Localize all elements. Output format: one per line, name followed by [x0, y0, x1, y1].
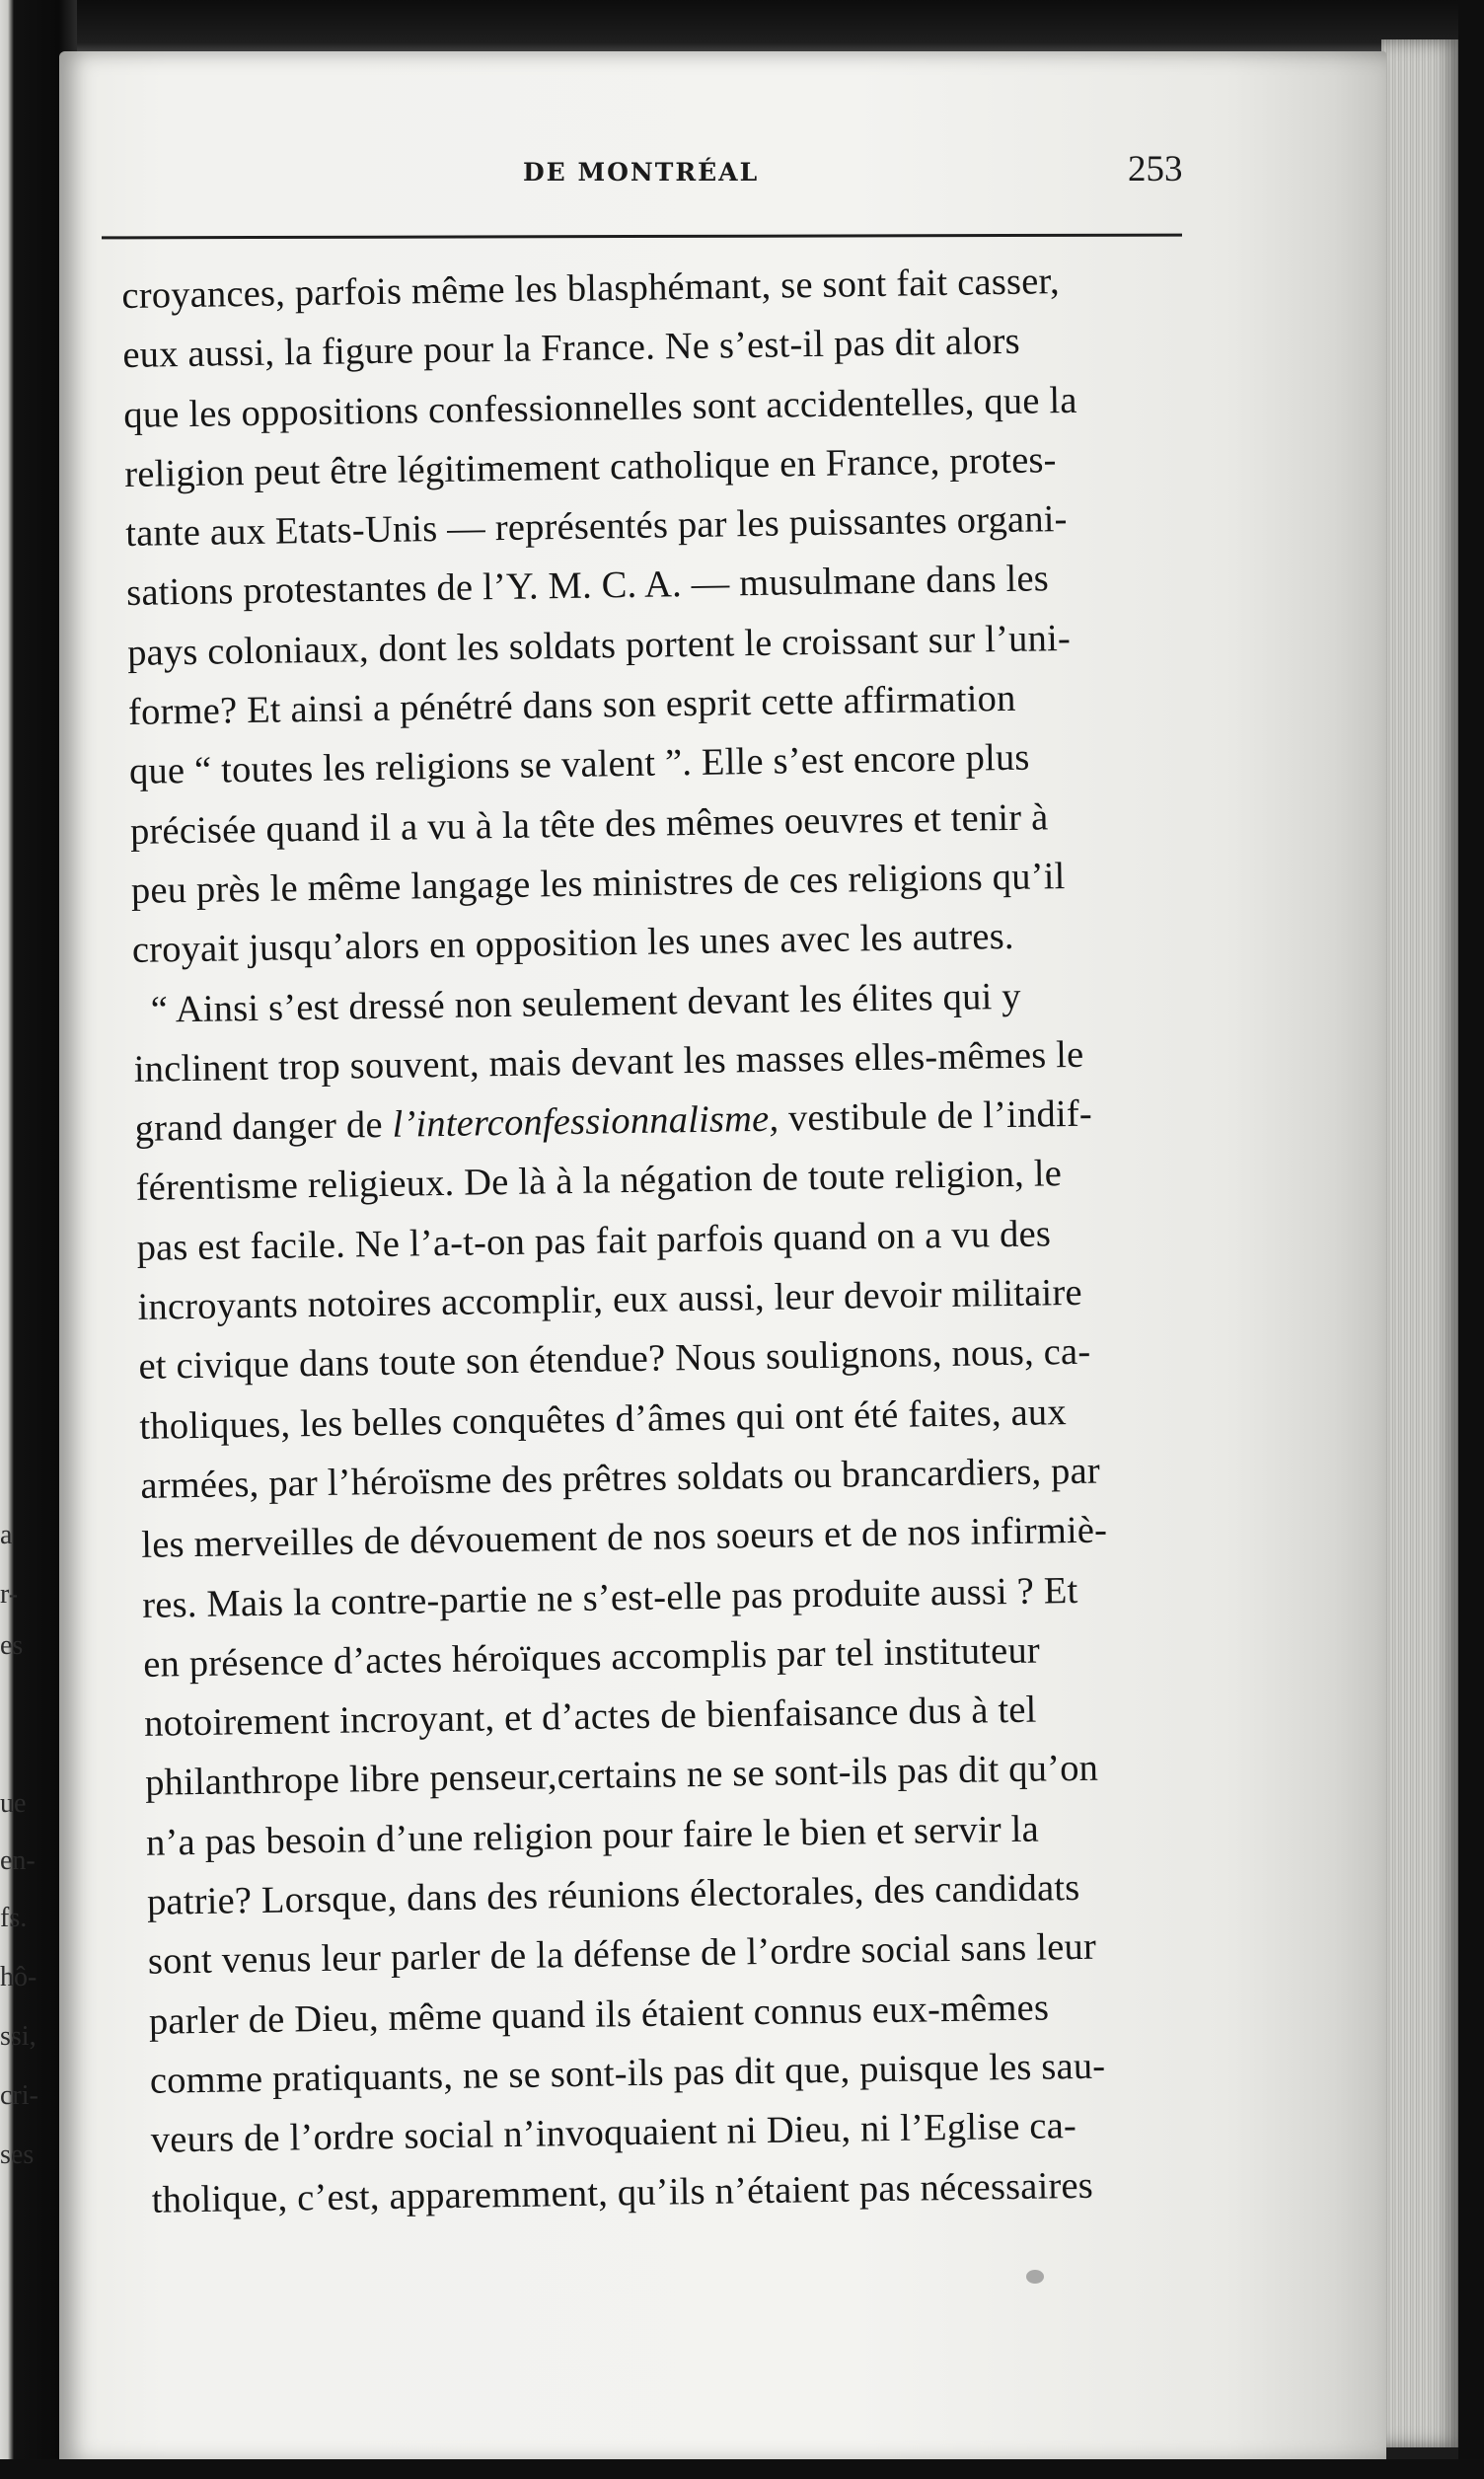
text-span: sont venus leur parler de la défense de l’ordre social sans leur: [147, 1926, 1097, 1984]
page-edges: [1381, 39, 1460, 2447]
text-span: parler de Dieu, même quand ils étaient connus eux-mêmes: [148, 1987, 1050, 2043]
text-span: précisée quand il a vu à la tête des mêmes oeuvres et tenir à: [129, 795, 1049, 853]
text-span: et civique dans toute son étendue? Nous soulignons, nous, ca-: [138, 1331, 1091, 1389]
text-span: les merveilles de dévouement de nos soeurs et de nos infirmiè-: [141, 1509, 1108, 1567]
running-head: DE MONTRÉAL: [523, 158, 760, 187]
text-span: philanthrope libre penseur,certains ne se sont-ils pas dit qu’on: [144, 1748, 1099, 1805]
text-span: que “ toutes les religions se valent ”. Elle s’est encore plus: [128, 736, 1030, 793]
margin-fragment: ue: [0, 1788, 27, 1819]
text-span: tholique, c’est, apparemment, qu’ils n’étaient pas nécessaires: [151, 2164, 1094, 2221]
margin-fragment: ssi,: [0, 2021, 37, 2052]
text-span: que les oppositions confessionnelles sont accidentelles, que la: [123, 379, 1077, 436]
margin-fragment: hô-: [0, 1962, 37, 1992]
margin-fragment: es: [0, 1630, 24, 1661]
text-span: vestibule de l’indif-: [778, 1092, 1093, 1140]
text-span: forme? Et ainsi a pénétré dans son esprit cette affirmation: [127, 677, 1016, 734]
text-span: croyances, parfois même les blasphémant, se sont fait casser,: [121, 261, 1061, 317]
text-span: inclinent trop souvent, mais devant les masses elles-mêmes le: [133, 1033, 1084, 1090]
text-span: en présence d’actes héroïques accomplis par tel instituteur: [142, 1629, 1041, 1686]
text-span: n’a pas besoin d’une religion pour faire le bien et servir la: [145, 1808, 1040, 1864]
text-span: comme pratiquants, ne se sont-ils pas dit que, puisque les sau-: [149, 2045, 1106, 2102]
page-number: 253: [1128, 149, 1183, 189]
text-span: tante aux Etats-Unis — représentés par les puissantes organi-: [124, 498, 1068, 556]
margin-fragment: cri-: [0, 2080, 38, 2111]
scan-right-shadow: [1458, 0, 1484, 2479]
margin-fragment: ses: [0, 2140, 35, 2170]
margin-fragment: fs.: [0, 1903, 28, 1933]
text-span: sations protestantes de l’Y. M. C. A. — musulmane dans les: [125, 558, 1050, 615]
text-span: notoirement incroyant, et d’actes de bienfaisance dus à tel: [143, 1689, 1037, 1745]
text-span: incroyants notoires accomplir, eux aussi, leur devoir militaire: [137, 1271, 1083, 1328]
text-span: religion peut être légitimement catholique en France, protes-: [123, 439, 1057, 495]
text-span: croyait jusqu’alors en opposition les unes avec les autres.: [131, 916, 1014, 972]
text-span: férentisme religieux. De là à la négation de toute religion, le: [135, 1153, 1063, 1210]
text-span: peu près le même langage les ministres de ces religions qu’il: [130, 856, 1066, 912]
text-span: “ Ainsi s’est dressé non seulement devant les élites qui y: [150, 975, 1022, 1031]
scan-top-shadow: [0, 0, 1484, 53]
text-span: res. Mais la contre-partie ne s’est-elle pas produite aussi ? Et: [141, 1569, 1078, 1626]
text-span: pas est facile. Ne l’a-t-on pas fait parfois quand on a vu des: [136, 1213, 1052, 1269]
text-span: pays coloniaux, dont les soldats portent le croissant sur l’uni-: [126, 617, 1072, 674]
text-span: grand danger de: [134, 1103, 393, 1151]
text-span: eux aussi, la figure pour la France. Ne s’est-il pas dit alors: [122, 321, 1021, 377]
text-span: patrie? Lorsque, dans des réunions électorales, des candidats: [146, 1866, 1080, 1923]
body-text: [121, 250, 1237, 2230]
margin-fragment: r-: [0, 1579, 19, 1610]
margin-fragment: a: [0, 1520, 13, 1550]
scan-bottom-shadow: [0, 2459, 1484, 2479]
italic-term: l’interconfessionnalisme,: [392, 1097, 779, 1146]
ink-smudge: [1026, 2270, 1044, 2284]
margin-fragment: en-: [0, 1845, 36, 1876]
text-span: tholiques, les belles conquêtes d’âmes qui ont été faites, aux: [139, 1390, 1068, 1448]
text-span: veurs de l’ordre social n’invoquaient ni Dieu, ni l’Eglise ca-: [150, 2105, 1077, 2161]
text-span: armées, par l’héroïsme des prêtres soldats ou brancardiers, par: [140, 1450, 1101, 1507]
